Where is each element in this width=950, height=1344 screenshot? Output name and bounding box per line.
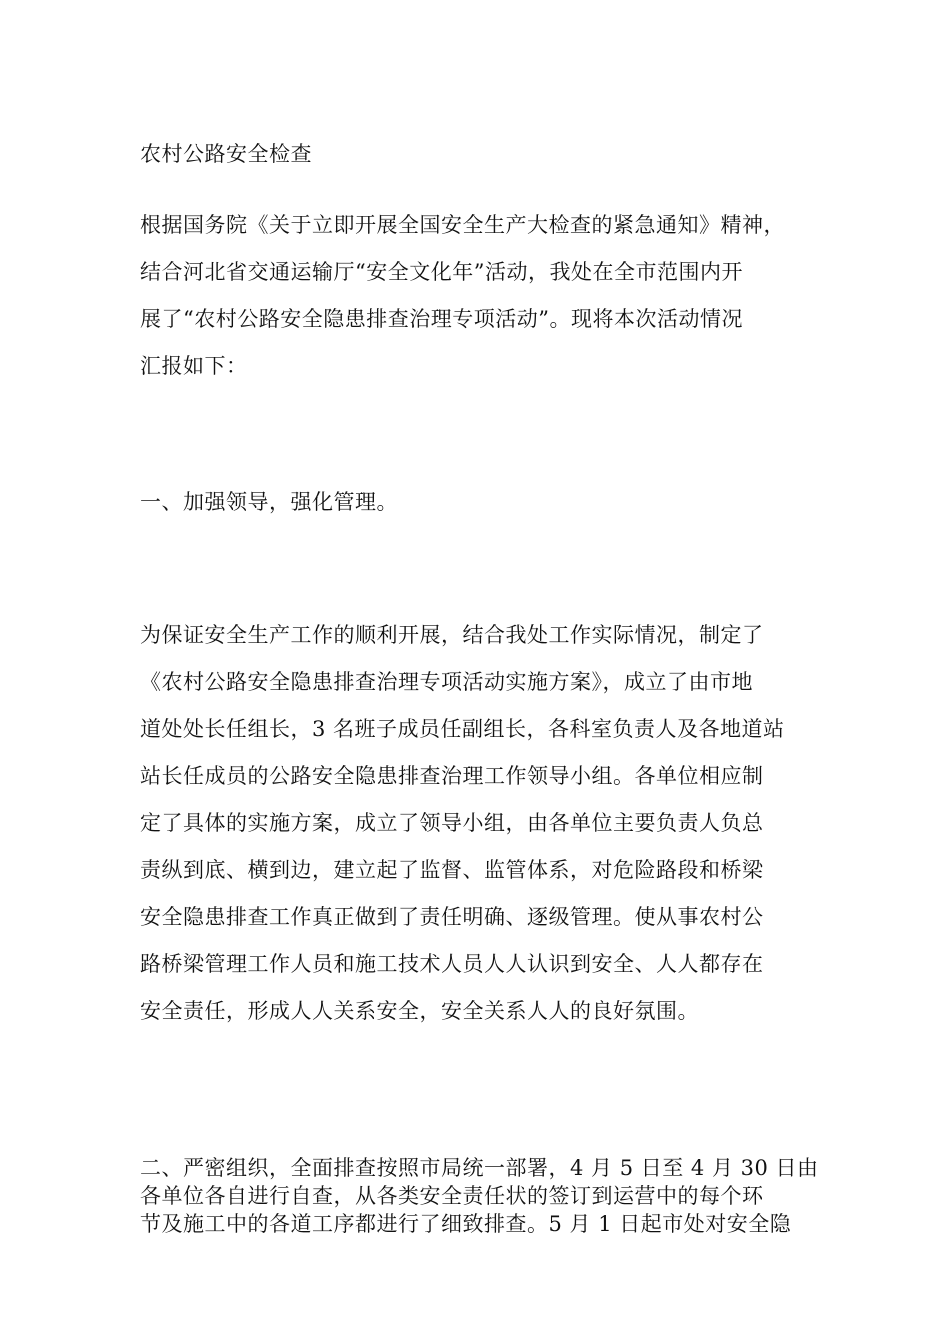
paragraph-line: 结合河北省交通运输厅“安全文化年”活动，我处在全市范围内开 <box>140 260 743 284</box>
section-2-paragraph <box>140 1154 820 1238</box>
section-1-paragraph <box>140 612 820 1035</box>
paragraph-line: 二、严密组织，全面排查按照市局统一部署，4 月 5 日至 4 月 30 日由 <box>140 1156 819 1180</box>
section-1-heading <box>140 486 820 518</box>
paragraph-line: 根据国务院《关于立即开展全国安全生产大检查的紧急通知》精神， <box>140 213 785 237</box>
paragraph-line: 节及施工中的各道工序都进行了细致排查。5 月 1 日起市处对安全隐 <box>140 1212 792 1236</box>
paragraph-line: 展了“农村公路安全隐患排查治理专项活动”。现将本次活动情况 <box>140 307 743 331</box>
heading-text: 一、加强领导，强化管理。 <box>140 490 398 514</box>
paragraph-line: 汇报如下： <box>140 354 248 378</box>
title-text: 农村公路安全检查 <box>140 142 312 166</box>
paragraph-line: 《农村公路安全隐患排查治理专项活动实施方案》，成立了由市地 <box>140 670 753 694</box>
paragraph-line: 路桥梁管理工作人员和施工技术人员人人认识到安全、人人都存在 <box>140 952 764 976</box>
paragraph-line: 各单位各自进行自查，从各类安全责任状的签订到运营中的每个环 <box>140 1184 764 1208</box>
paragraph-line: 安全隐患排查工作真正做到了责任明确、逐级管理。使从事农村公 <box>140 905 764 929</box>
paragraph-line: 安全责任，形成人人关系安全，安全关系人人的良好氛围。 <box>140 999 699 1023</box>
paragraph-line: 责纵到底、横到边，建立起了监督、监管体系，对危险路段和桥梁 <box>140 858 764 882</box>
paragraph-line: 为保证安全生产工作的顺利开展，结合我处工作实际情况，制定了 <box>140 623 764 647</box>
document-title <box>140 138 820 170</box>
paragraph-line: 定了具体的实施方案，成立了领导小组，由各单位主要负责人负总 <box>140 811 764 835</box>
intro-paragraph <box>140 202 820 390</box>
paragraph-line: 站长任成员的公路安全隐患排查治理工作领导小组。各单位相应制 <box>140 764 764 788</box>
paragraph-line: 道处处长任组长，3 名班子成员任副组长，各科室负责人及各地道站 <box>140 717 785 741</box>
